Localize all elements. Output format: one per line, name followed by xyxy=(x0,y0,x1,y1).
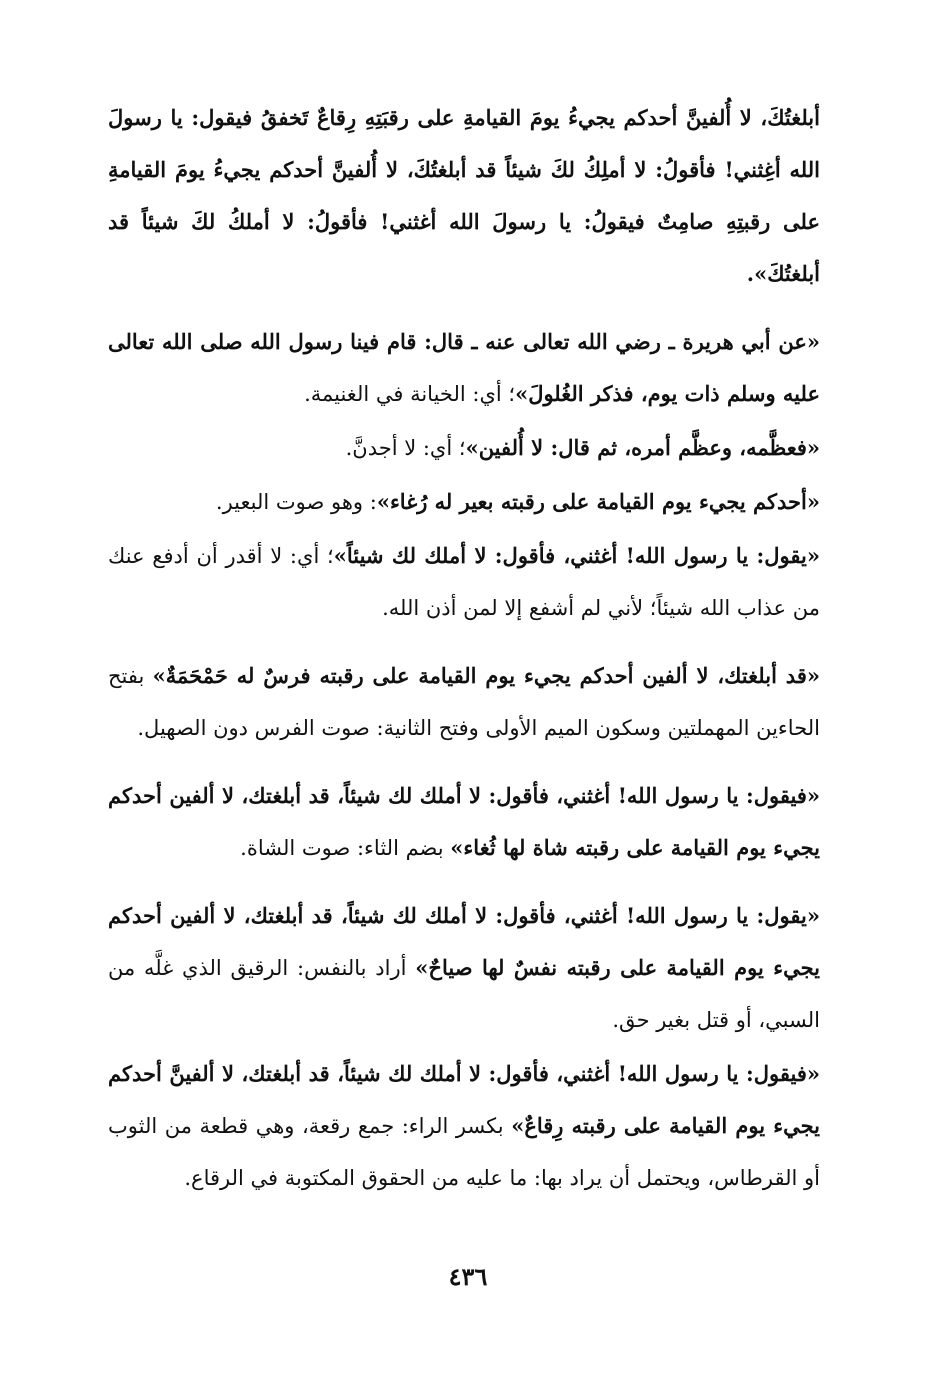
paragraph-9 xyxy=(108,1048,820,1204)
paragraph-8 xyxy=(108,890,820,1046)
commentary-text: ؛ أي: لا أجدنَّ. xyxy=(345,436,466,460)
paragraph-5 xyxy=(108,530,820,634)
commentary-text: أراد بالنفس: الرقيق الذي غلَّه من السبي، أو قتل بغير حق. xyxy=(108,956,820,1032)
hadith-text: «قد أبلغتك، لا ألفين أحدكم يجيء يوم القيامة على رقبته فرسٌ له حَمْحَمَةٌ» xyxy=(152,663,820,688)
hadith-text: أبلغتُكَ، لا أُلفينَّ أحدكم يجيءُ يومَ القيامةِ على رقبَتِهِ رِقاعٌ تَخفقُ فيقول: يا رسولَ الله أغِثني! فأقولُ: لا أملِكُ لكَ شيئاً قد أبلغتُكَ، لا أُلفينَّ أحدكم يجيءُ يومَ القيامةِ على رقبتِهِ صامِتٌ فيقولُ: يا رسولَ الله أغثني! فأقولُ: لا أملكُ لكَ شيئاً قد أبلغتُكَ». xyxy=(108,105,820,286)
paragraph-3 xyxy=(108,422,820,474)
commentary-text: بكسر الراء: جمع رقعة، وهي قطعة من الثوب أو القرطاس، ويحتمل أن يراد بها: ما عليه من الحقوق المكتوبة في الرقاع. xyxy=(108,1114,820,1190)
paragraph-4 xyxy=(108,476,820,528)
commentary-text: بضم الثاء: صوت الشاة. xyxy=(240,836,451,860)
commentary-text: ؛ أي: الخيانة في الغنيمة. xyxy=(304,382,516,406)
hadith-text: «يقول: يا رسول الله! أغثني، فأقول: لا أملك لك شيئاً، قد أبلغتك، لا ألفين أحدكم يجيء يوم القيامة على رقبته نفسٌ لها صياحٌ» xyxy=(108,903,821,980)
page-number: ٤٣٦ xyxy=(448,1262,488,1291)
paragraph-6 xyxy=(108,650,820,754)
commentary-text: : وهو صوت البعير. xyxy=(215,490,377,514)
page-body xyxy=(108,92,820,1204)
hadith-text: «أحدكم يجيء يوم القيامة على رقبته بعير له رُغاء» xyxy=(376,489,820,514)
hadith-text: «فيقول: يا رسول الله! أغثني، فأقول: لا أملك لك شيئاً، قد أبلغتك، لا ألفينَّ أحدكم يجيء يوم القيامة على رقبته رِقاعٌ» xyxy=(108,1061,820,1138)
paragraph-7 xyxy=(108,770,820,874)
paragraph-1 xyxy=(108,92,820,300)
hadith-text: «يقول: يا رسول الله! أغثني، فأقول: لا أملك لك شيئاً» xyxy=(333,543,820,568)
hadith-text: «عن أبي هريرة ـ رضي الله تعالى عنه ـ قال: قام فينا رسول الله صلى الله تعالى عليه وسلم ذات يوم، فذكر الغُلولَ» xyxy=(108,329,820,406)
paragraph-2 xyxy=(108,316,820,420)
hadith-text: «فيقول: يا رسول الله! أغثني، فأقول: لا أملك لك شيئاً، قد أبلغتك، لا ألفين أحدكم يجيء يوم القيامة على رقبته شاة لها ثُغاء» xyxy=(108,783,820,860)
commentary-text: بفتح الحاءين المهملتين وسكون الميم الأولى وفتح الثانية: صوت الفرس دون الصهيل. xyxy=(108,664,820,740)
commentary-text: ؛ أي: لا أقدر أن أدفع عنك من عذاب الله شيئاً؛ لأني لم أشفع إلا لمن أذن الله. xyxy=(108,544,820,620)
hadith-text: «فعظَّمه، وعظَّم أمره، ثم قال: لا أُلفين» xyxy=(465,435,820,460)
